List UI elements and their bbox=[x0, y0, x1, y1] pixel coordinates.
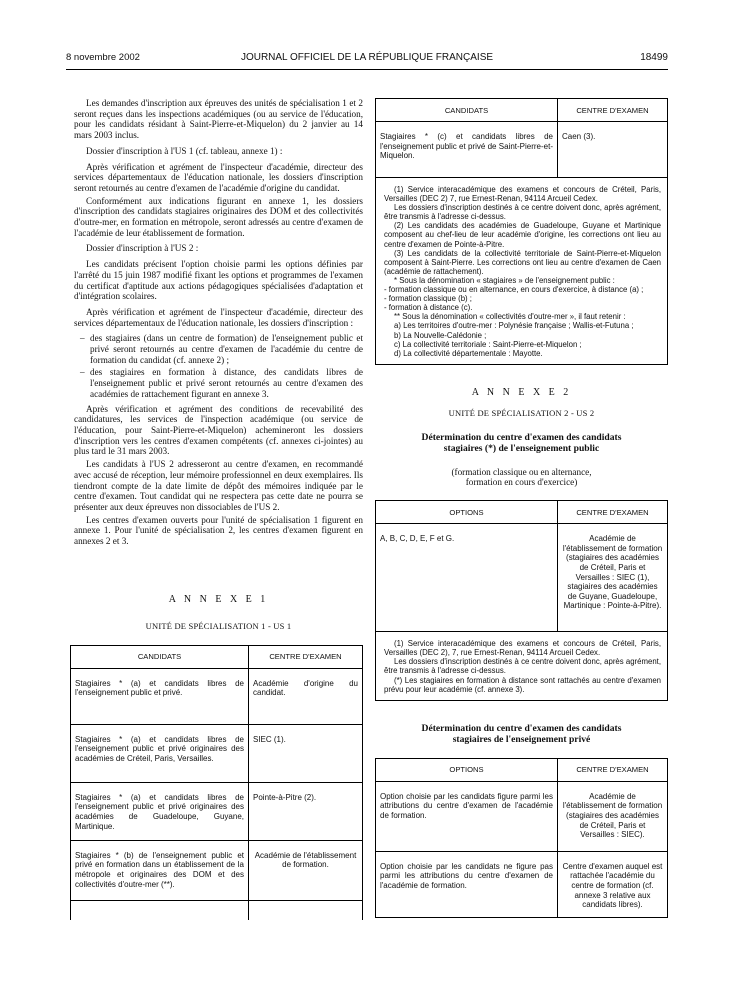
annexe-1-subtitle: UNITÉ DE SPÉCIALISATION 1 - US 1 bbox=[145, 620, 292, 631]
list-item: – des stagiaires en formation à distance, des candidats libres de l'enseignement public et privé seront retournés au centre d'examen des académies de rattachement figurant en annexe 3. bbox=[74, 367, 363, 399]
table-cell: Stagiaires * (a) et candidats libres de l'enseignement public et privé originaires des académies de Guadeloupe, Guyane, Martinique. bbox=[71, 782, 249, 840]
section-note: formation en cours d'exercice) bbox=[465, 477, 578, 488]
table-cell: Stagiaires * (c) et candidats libres de l'enseignement public et privé de Saint-Pierre-et-Miquelon. bbox=[376, 122, 558, 178]
table-cell: Option choisie par les candidats ne figure pas parmi les attributions du centre d'examen de l'académie de formation. bbox=[376, 851, 558, 917]
footnote: (3) Les candidats de la collectivité territoriale de Saint-Pierre-et-Miquelon composent à Saint-Pierre. Les corrections ont lieu au centre d'examen de Caen (académie de rattachement). bbox=[384, 248, 661, 276]
footnote: d) La collectivité départementale : Mayotte. bbox=[394, 348, 543, 358]
us2-public-footnotes bbox=[376, 631, 667, 700]
column-header-options: OPTIONS bbox=[376, 501, 558, 524]
us1-table bbox=[70, 645, 363, 921]
us1-footnotes bbox=[376, 177, 667, 364]
paragraph: Dossier d'inscription à l'US 2 : bbox=[86, 243, 199, 254]
footnote: Les dossiers d'inscription destinés à ce centre doivent donc, après agrément, être transmis à l'adresse ci-dessus. bbox=[384, 203, 661, 222]
annexe-2-subtitle: UNITÉ DE SPÉCIALISATION 2 - US 2 bbox=[448, 407, 595, 418]
table-cell: Caen (3). bbox=[558, 122, 668, 178]
column-header-centre: CENTRE D'EXAMEN bbox=[558, 501, 668, 524]
table-cell: Académie d'origine du candidat. bbox=[249, 668, 363, 724]
list-item: – des stagiaires (dans un centre de formation) de l'enseignement public et privé seront retournés au centre d'examen de l'académie du centre de formation du candidat (cf. annexe 2) ; bbox=[74, 333, 363, 365]
table-row bbox=[71, 724, 363, 782]
column-header-centre: CENTRE D'EXAMEN bbox=[249, 645, 363, 668]
column-header-centre: CENTRE D'EXAMEN bbox=[558, 758, 668, 781]
table-cell: Stagiaires * (a) et candidats libres de l'enseignement public et privé. bbox=[71, 668, 249, 724]
annexe-1-title: A N N E X E 1 bbox=[168, 593, 269, 605]
page-header bbox=[66, 52, 668, 66]
table-cell: Option choisie par les candidats figure parmi les attributions du centre d'examen de l'académie de formation. bbox=[376, 781, 558, 851]
page-number: 18499 bbox=[640, 52, 668, 63]
footnote: b) La Nouvelle-Calédonie ; bbox=[394, 330, 487, 340]
table-cell: A, B, C, D, E, F et G. bbox=[376, 524, 558, 632]
us1-table-continued-box bbox=[375, 98, 668, 365]
paragraph: Après vérification et agrément de l'inspecteur d'académie, directeur des services départementaux de l'éducation nationale, les dossiers d'inscription : bbox=[74, 306, 363, 328]
right-column bbox=[375, 98, 668, 918]
publication-date: 8 novembre 2002 bbox=[66, 52, 140, 63]
table-row bbox=[71, 782, 363, 840]
footnote: (*) Les stagiaires en formation à distance sont rattachés au centre d'examen prévu pour leur académie (cf. annexe 3). bbox=[384, 675, 661, 694]
table-cell: Académie de l'établissement de formation (stagiaires des académies de Créteil, Paris et Versailles : SIEC (1), stagiaires des académies de Guyane, Guadeloupe, Martinique : Pointe-à-Pitre). bbox=[558, 524, 668, 632]
us1-table-continued bbox=[375, 98, 668, 178]
footnote: (2) Les candidats des académies de Guadeloupe, Guyane et Martinique composent au chef-lieu de leur académie d'origine, les corrections ont lieu au centre d'examen de Pointe-à-Pitre. bbox=[384, 221, 661, 249]
paragraph: Après vérification et agrément des conditions de recevabilité des candidatures, les services de l'inspection académique (ou service de l'éducation, pour Saint-Pierre-et-Miquelon) achemineront les dossiers d'inscription vers les centres d'examen compétents (cf. annexes ci-jointes) au plus tard le 31 mars 2003. bbox=[74, 403, 363, 457]
table-cell: Pointe-à-Pitre (2). bbox=[249, 782, 363, 840]
table-cell: Académie de l'établissement de formation. bbox=[249, 840, 363, 900]
table-cell: SIEC (1). bbox=[249, 724, 363, 782]
footnote: * Sous la dénomination « stagiaires » de l'enseignement public : bbox=[394, 275, 615, 285]
table-row bbox=[376, 851, 668, 917]
table-row bbox=[71, 668, 363, 724]
footnote: - formation classique (b) ; bbox=[384, 294, 472, 304]
section-heading: stagiaires de l'enseignement privé bbox=[452, 734, 591, 746]
table-row bbox=[71, 840, 363, 900]
paragraph: Après vérification et agrément de l'inspecteur d'académie, directeur des services départementaux de l'éducation nationale, les dossiers d'inscription seront retournés au centre d'examen de l'académie d'origine du candidat. bbox=[74, 161, 363, 193]
table-row bbox=[376, 781, 668, 851]
table-cell: Académie de l'établissement de formation (stagiaires des académies de Créteil, Paris et Versailles : SIEC). bbox=[558, 781, 668, 851]
us2-public-table bbox=[375, 500, 668, 632]
section-heading: stagiaires (*) de l'enseignement public bbox=[443, 443, 600, 455]
journal-title: JOURNAL OFFICIEL DE LA RÉPUBLIQUE FRANÇAISE bbox=[240, 52, 494, 63]
footnote: (1) Service interacadémique des examens et concours de Créteil, Paris, Versailles (DEC 2) 7, rue Ernest-Renan, 94114 Arcueil Cedex. bbox=[384, 185, 661, 204]
left-column bbox=[74, 98, 363, 920]
column-header-centre: CENTRE D'EXAMEN bbox=[558, 99, 668, 122]
paragraph: Conformément aux indications figurant en annexe 1, les dossiers d'inscription des candidats stagiaires originaires des DOM et des collectivités d'outre-mer, en formation en métropole, seront adressés au centre d'examen de l'académie de leur établissement de formation. bbox=[74, 195, 363, 238]
dash-list bbox=[74, 333, 363, 399]
table-row-continued bbox=[71, 900, 363, 920]
section-heading: Détermination du centre d'examen des candidats bbox=[421, 722, 622, 734]
section-heading: Détermination du centre d'examen des candidats bbox=[421, 431, 622, 443]
paragraph: Les demandes d'inscription aux épreuves des unités de spécialisation 1 et 2 seront reçues dans les inspections académiques (ou au service de l'éducation, pour les candidats résidant à Saint-Pierre-et-Miquelon) du 2 janvier au 14 mars 2003 inclus. bbox=[74, 98, 363, 141]
column-header-options: OPTIONS bbox=[376, 758, 558, 781]
footnote: - formation classique ou en alternance, en cours d'exercice, à distance (a) ; bbox=[384, 285, 644, 295]
footnote: Les dossiers d'inscription destinés à ce centre doivent donc, après agrément, être transmis à l'adresse ci-dessus. bbox=[384, 657, 661, 676]
column-header-candidats: CANDIDATS bbox=[71, 645, 249, 668]
table-row bbox=[376, 122, 668, 178]
table-row bbox=[376, 524, 668, 632]
us2-prive-table bbox=[375, 758, 668, 918]
footnote: - formation à distance (c). bbox=[384, 303, 473, 313]
paragraph: Les candidats précisent l'option choisie parmi les options définies par l'arrêté du 15 juin 1987 modifié fixant les options et programmes de l'examen du certificat d'aptitude aux actions pédagogiques spécialisées d'adaptation et d'intégration scolaires. bbox=[74, 259, 363, 302]
us2-public-table-box bbox=[375, 500, 668, 701]
header-divider bbox=[66, 69, 668, 70]
paragraph: Les candidats à l'US 2 adresseront au centre d'examen, en recommandé avec accusé de réception, leur mémoire professionnel en deux exemplaires. Ils tiendront compte de la date limite de dépôt des mémoires indiquée par le centre d'examen. Tout candidat qui ne respectera pas cette date ne pourra se présenter aux deux épreuves non dissociables de l'US 2. bbox=[74, 459, 363, 512]
column-header-candidats: CANDIDATS bbox=[376, 99, 558, 122]
table-cell: Stagiaires * (a) et candidats libres de l'enseignement public et privé originaires des académies de Créteil, Paris, Versailles. bbox=[71, 724, 249, 782]
annexe-2-title: A N N E X E 2 bbox=[471, 386, 572, 398]
section-note: (formation classique ou en alternance, bbox=[451, 466, 592, 477]
footnote: (1) Service interacadémique des examens et concours de Créteil, Paris, Versailles (DEC 2), 7, rue Ernest-Renan, 94114 Arcueil Cedex. bbox=[384, 639, 661, 658]
table-cell: Centre d'examen auquel est rattachée l'académie du centre de formation (cf. annexe 3 relative aux candidats libres). bbox=[558, 851, 668, 917]
table-cell: Stagiaires * (b) de l'enseignement public et privé en formation dans un établissement de la métropole et originaires des DOM et des collectivités d'outre-mer (**). bbox=[71, 840, 249, 900]
footnote: a) Les territoires d'outre-mer : Polynésie française ; Wallis-et-Futuna ; bbox=[394, 321, 634, 331]
paragraph: Dossier d'inscription à l'US 1 (cf. tableau, annexe 1) : bbox=[86, 145, 283, 156]
footnote: ** Sous la dénomination « collectivités d'outre-mer », il faut retenir : bbox=[394, 312, 626, 322]
paragraph: Les centres d'examen ouverts pour l'unité de spécialisation 1 figurent en annexe 1. Pour l'unité de spécialisation 2, les centres d'examen figurent en annexes 2 et 3. bbox=[74, 514, 363, 547]
footnote: c) La collectivité territoriale : Saint-Pierre-et-Miquelon ; bbox=[394, 339, 582, 349]
